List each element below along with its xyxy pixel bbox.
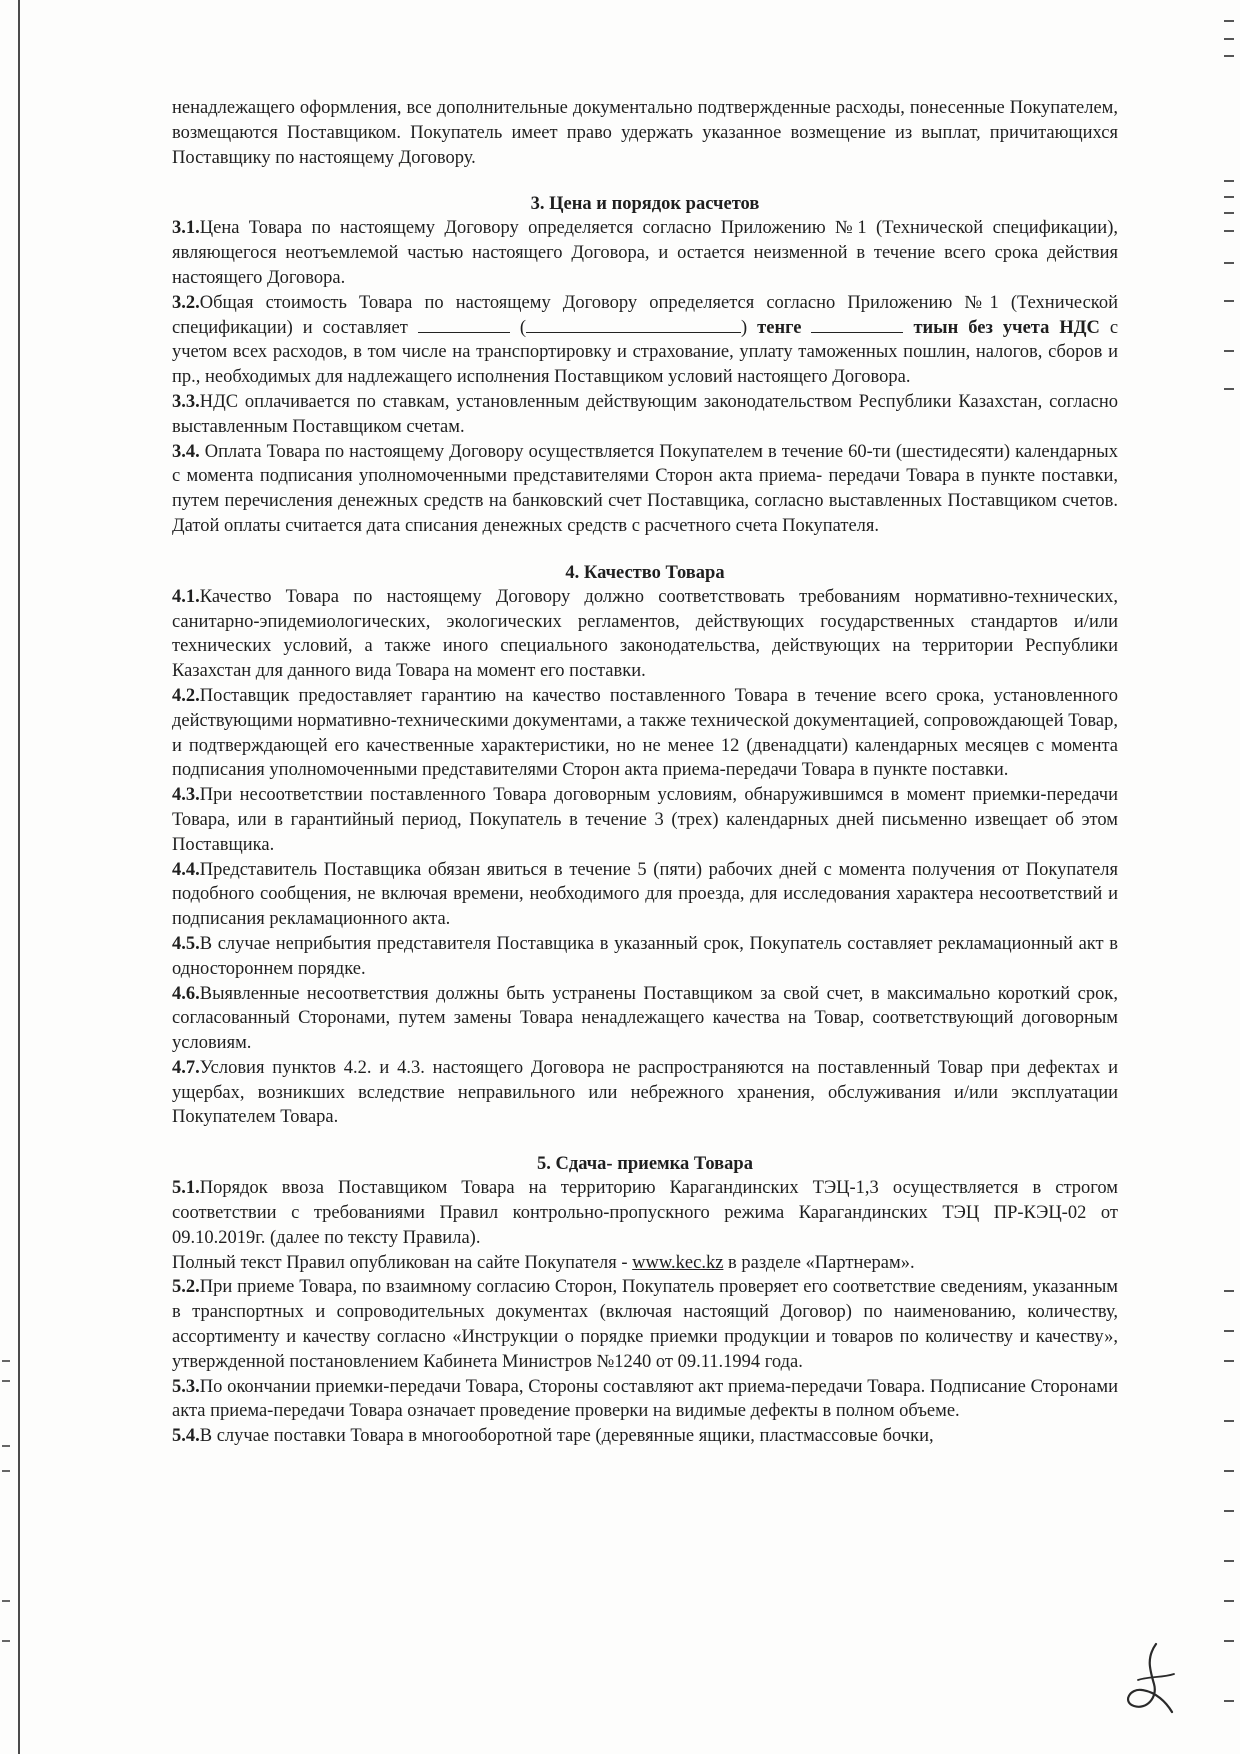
tenge-label: тенге bbox=[757, 317, 802, 338]
amount-words-blank bbox=[526, 318, 741, 333]
clause-3-1 bbox=[172, 216, 1118, 290]
clause-4-2 bbox=[172, 684, 1118, 783]
clause-4-5 bbox=[172, 932, 1118, 982]
clause-text: При несоответствии поставленного Товара договорным условиям, обнаружившимся в момент приемки-передачи Товара, или в гарантийный период, Покупатель в течение 3 (трех) календарных дней письменно извещает об этом Поставщика. bbox=[172, 785, 1118, 855]
clause-number: 5.2. bbox=[172, 1277, 200, 1298]
clause-text: При приеме Товара, по взаимному согласию Сторон, Покупатель проверяет его соответствие сведениям, указанным в транспортных и сопроводительных документах (включая настоящий Договор) по наименованию, количеству, ассортименту и качеству согласно «Инструкции о порядке приемки продукции и товаров по количеству и качеству», утвержденной постановлением Кабинета Министров №1240 от 09.11.1994 года. bbox=[172, 1277, 1118, 1372]
handwritten-initials-signature bbox=[1116, 1640, 1186, 1720]
rules-text-end: в разделе «Партнерам». bbox=[723, 1252, 915, 1273]
clause-4-1 bbox=[172, 585, 1118, 684]
clause-3-2 bbox=[172, 291, 1118, 390]
clause-number: 3.2. bbox=[172, 292, 200, 313]
clause-text: Представитель Поставщика обязан явиться в течение 5 (пяти) рабочих дней с момента получения от Покупателя подобного сообщения, не включая времени, необходимого для проезда, для исследования характера несоответствий и подписания рекламационного акта. bbox=[172, 859, 1118, 930]
clause-number: 4.2. bbox=[172, 685, 200, 706]
rules-text: Полный текст Правил опубликован на сайте Покупателя - bbox=[172, 1252, 633, 1273]
kec-website-link[interactable]: www.kec.kz bbox=[632, 1252, 724, 1273]
clause-5-1-rules bbox=[172, 1251, 1118, 1276]
clause-number: 4.5. bbox=[172, 933, 200, 954]
clause-4-7 bbox=[172, 1056, 1118, 1130]
clause-text: Условия пунктов 4.2. и 4.3. настоящего Договора не распространяются на поставленный Товар при дефектах и ущербах, возникших вследствие неправильного или небрежного хранения, обслуживания и/или эксплуатации Покупателем Товара. bbox=[172, 1057, 1118, 1128]
clause-3-4 bbox=[172, 440, 1118, 539]
amount-blank bbox=[418, 318, 510, 333]
clause-text: НДС оплачивается по ставкам, установленным действующим законодательством Республики Казахстан, согласно выставленным Поставщиком счетам. bbox=[172, 391, 1118, 437]
clause-4-3 bbox=[172, 783, 1118, 857]
open-paren: ( bbox=[519, 317, 526, 338]
clause-number: 4.6. bbox=[172, 983, 200, 1004]
clause-4-4 bbox=[172, 858, 1118, 932]
clause-5-1 bbox=[172, 1176, 1118, 1250]
clause-text: Выявленные несоответствия должны быть устранены Поставщиком за свой счет, в максимально короткий срок, согласованный Сторонами, путем замены Товара ненадлежащего качества на Товар, соответствующий договорным условиям. bbox=[172, 983, 1118, 1054]
clause-number: 4.7. bbox=[172, 1057, 200, 1078]
clause-text: Качество Товара по настоящему Договору должно соответствовать требованиям нормативно-технических, санитарно-эпидемиологических, экологических регламентов, действующих государственных стандартов и/или технических условий, а также иного специального законодательства, действующих на территории Республики Казахстан для данного вида Товара на момент его поставки. bbox=[172, 586, 1118, 682]
clause-text: В случае поставки Товара в многооборотной таре (деревянные ящики, пластмассовые бочки, bbox=[199, 1426, 934, 1447]
clause-number: 4.4. bbox=[172, 859, 200, 880]
section-3-heading: 3. Цена и порядок расчетов bbox=[530, 194, 760, 215]
clause-number: 3.1. bbox=[172, 218, 200, 239]
clause-number: 4.1. bbox=[172, 586, 200, 607]
clause-number: 3.3. bbox=[172, 391, 200, 412]
close-paren: ) bbox=[740, 317, 748, 338]
clause-text: Общая стоимость Товара по настоящему Договору определяется согласно Приложению №1 (Технической спецификации) и составляет bbox=[172, 292, 1118, 338]
section-4-heading: 4. Качество Товара bbox=[565, 562, 725, 583]
clause-text: Цена Товара по настоящему Договору определяется согласно Приложению №1 (Технической спецификации), являющегося неотъемлемой частью настоящего Договора, и остается неизменной в течение всего срока действия настоящего Договора. bbox=[172, 218, 1118, 288]
clause-4-6 bbox=[172, 982, 1118, 1056]
clause-text: Порядок ввоза Поставщиком Товара на территорию Карагандинских ТЭЦ-1,3 осуществляется в строгом соответствии с требованиями Правил контрольно-пропускного режима Карагандинских ТЭЦ ПР-КЭЦ-02 от 09.10.2019г. (далее по тексту Правила). bbox=[172, 1178, 1118, 1248]
scan-left-edge-marks bbox=[0, 0, 14, 1754]
clause-text: Оплата Товара по настоящему Договору осуществляется Покупателем в течение 60-ти (шестидесяти) календарных с момента подписания уполномоченными представителями Сторон акта приема- передачи Товара в пункте поставки, путем перечисления денежных средств на банковский счет Поставщика, согласно выставленных Поставщиком счетов. Датой оплаты считается дата списания денежных средств с расчетного счета Покупателя. bbox=[172, 441, 1118, 536]
clause-number: 5.1. bbox=[172, 1178, 200, 1199]
tiyn-blank bbox=[811, 318, 903, 333]
clause-text: Поставщик предоставляет гарантию на качество поставленного Товара в течение всего срока, установленного действующими нормативно-техническими документами, а также технической документацией, сопровождающей Товар, и подтверждающей его качественные характеристики, но не менее 12 (двенадцати) календарных месяцев с момента подписания уполномоченными представителями Сторон акта приема-передачи Товара в пункте поставки. bbox=[172, 685, 1118, 781]
tiyn-vat-label: тиын без учета НДС bbox=[913, 317, 1100, 338]
clause-number: 5.3. bbox=[172, 1376, 200, 1397]
clause-5-2 bbox=[172, 1275, 1118, 1374]
clause-text: По окончании приемки-передачи Товара, Стороны составляют акт приема-передачи Товара. Подписание Сторонами акта приема-передачи Товара означает проведение проверки на видимые дефекты в полном объеме. bbox=[172, 1376, 1118, 1422]
clause-number: 4.3. bbox=[172, 785, 200, 806]
clause-5-3 bbox=[172, 1375, 1118, 1425]
document-body bbox=[172, 96, 1118, 1449]
intro-paragraph: ненадлежащего оформления, все дополнительные документально подтвержденные расходы, понесенные Покупателем, возмещаются Поставщиком. Покупатель имеет право удержать указанное возмещение из выплат, причитающихся Поставщику по настоящему Договору. bbox=[172, 98, 1118, 168]
scan-right-edge-marks bbox=[1210, 0, 1240, 1754]
clause-text: В случае неприбытия представителя Поставщика в указанный срок, Покупатель составляет рекламационный акт в одностороннем порядке. bbox=[172, 933, 1118, 979]
clause-text-cont: с учетом всех расходов, в том числе на транспортировку и страхование, уплату таможенных пошлин, налогов, сборов и пр., необходимых для надлежащего исполнения Поставщиком условий настоящего Договора. bbox=[172, 317, 1119, 388]
scan-left-border bbox=[18, 0, 20, 1754]
clause-5-4 bbox=[172, 1424, 1118, 1449]
clause-3-3 bbox=[172, 390, 1118, 440]
clause-number: 5.4. bbox=[172, 1426, 200, 1447]
section-5-heading: 5. Сдача- приемка Товара bbox=[537, 1154, 753, 1175]
clause-number: 3.4. bbox=[172, 441, 200, 462]
